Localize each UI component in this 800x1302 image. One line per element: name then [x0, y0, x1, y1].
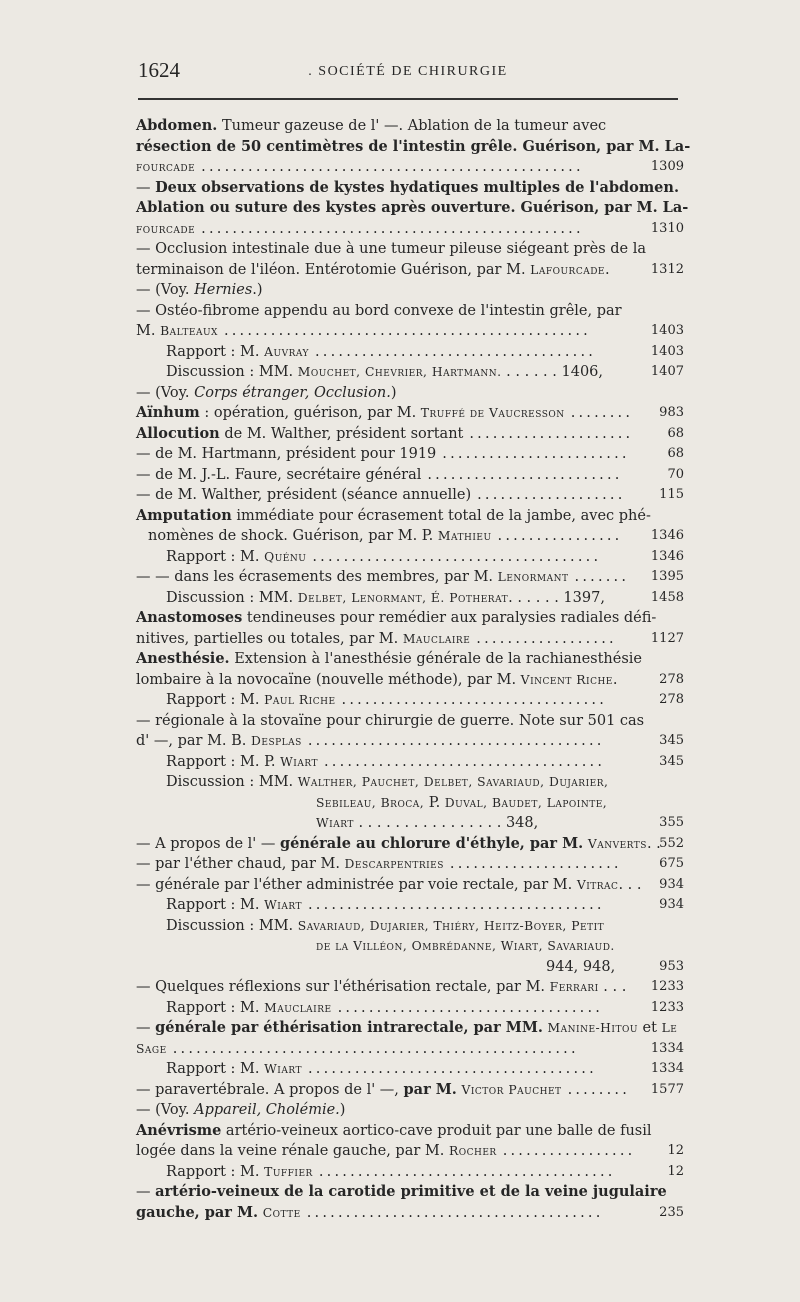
- index-line: [136, 690, 684, 711]
- index-line-text: fourcade: [136, 221, 196, 236]
- index-line: [136, 588, 684, 609]
- page-ref: 1458: [650, 589, 684, 605]
- index-line-text: Rapport : M. Wiart: [166, 897, 302, 913]
- index-line: [136, 403, 684, 424]
- index-line-text: Rapport : M. P. Wiart: [166, 753, 318, 770]
- leader-dots: ......................................: [307, 733, 605, 749]
- index-line-text: — générale par l'éther administrée par voie rectale, par M. Vitrac. . .: [136, 876, 642, 893]
- index-line: [136, 444, 684, 465]
- page-ref: 12: [667, 1163, 684, 1179]
- page-ref: 1309: [650, 159, 684, 174]
- leader-dots: ........: [570, 405, 634, 421]
- index-line: [136, 875, 684, 896]
- index-line-text: Rapport : M. Tuffier: [166, 1163, 313, 1180]
- index-line: [136, 957, 684, 978]
- leader-dots: ........: [567, 1081, 631, 1098]
- index-line-text: Rapport : M. Paul Riche: [166, 692, 336, 708]
- index-line-text: fourcade: [136, 160, 196, 174]
- page-header: [138, 58, 678, 88]
- index-line-text: — A propos de l' — générale au chlorure d'éthyle, par M. Vanverts. .: [136, 834, 661, 852]
- index-line-text: nomènes de shock. Guérison, par M. P. Mathieu: [148, 528, 492, 544]
- leader-dots: .......: [574, 569, 630, 585]
- index-line-text: — régionale à la stovaïne pour chirurgie de guerre. Note sur 501 cas: [136, 712, 645, 729]
- leader-dots: ................: [497, 528, 623, 544]
- index-line-text: Abdomen. Tumeur gazeuse de l' —. Ablation de la tumeur avec: [136, 117, 607, 134]
- leader-dots: .................................................: [201, 220, 584, 237]
- page-ref: 1395: [650, 569, 684, 584]
- page-ref: 675: [659, 856, 684, 871]
- page-ref: 1233: [650, 999, 684, 1015]
- index-line: [136, 813, 684, 834]
- leader-dots: .................: [502, 1143, 636, 1159]
- index-line-text: Rapport : M. Wiart: [166, 1061, 302, 1077]
- index-line-text: lombaire à la novocaïne (nouvelle méthode), par M. Vincent Riche.: [136, 671, 618, 688]
- index-line: [136, 198, 689, 219]
- index-line: [136, 219, 684, 240]
- index-line: [136, 670, 684, 691]
- index-line: [136, 998, 684, 1019]
- running-head: . SOCIÉTÉ DE CHIRURGIE: [308, 64, 508, 79]
- index-line-text: nitives, partielles ou totales, par M. Mauclaire: [136, 630, 471, 647]
- page-ref: 1233: [650, 979, 684, 994]
- index-line-text: — Deux observations de kystes hydatiques multiples de l'abdomen.: [136, 178, 679, 196]
- leader-dots: ....................................: [314, 343, 597, 360]
- leader-dots: ...................: [477, 487, 626, 503]
- page-ref: 934: [659, 876, 684, 892]
- page-ref: 278: [659, 692, 684, 707]
- index-line-text: — Quelques réflexions sur l'éthérisation rectale, par M. Ferrari . . .: [136, 979, 627, 995]
- index-line-text: — de M. J.-L. Faure, secrétaire général: [136, 466, 422, 483]
- page-ref: 1334: [650, 1040, 684, 1056]
- index-line: [136, 977, 684, 998]
- index-line-text: 944, 948,: [546, 958, 616, 975]
- index-line: [136, 1100, 684, 1121]
- index-line: [136, 178, 684, 199]
- leader-dots: ..................................: [341, 692, 608, 708]
- index-line-text: Anastomoses tendineuses pour remédier aux paralysies radiales défi-: [136, 609, 657, 626]
- index-line-text: Anévrisme artério-veineux aortico-cave produit par une balle de fusil: [136, 1121, 652, 1139]
- page-ref: 355: [659, 815, 684, 830]
- page-ref: 1346: [650, 528, 684, 543]
- index-line-text: — (Voy. Hernies.): [136, 282, 263, 298]
- page-ref: 12: [667, 1143, 684, 1158]
- header-rule: [138, 98, 678, 100]
- leader-dots: .................................................: [201, 159, 584, 175]
- index-line-text: Discussion : MM. Delbet, Lenormant, É. Potherat. . . . . . 1397,: [166, 589, 605, 606]
- index-line-text: Aïnhum : opération, guérison, par M. Truffé de Vaucresson: [136, 404, 565, 421]
- index-line: [136, 711, 684, 732]
- index-line-text: gauche, par M. Cotte: [136, 1203, 301, 1221]
- page-ref: 68: [667, 446, 684, 461]
- index-line-text: Sage: [136, 1041, 167, 1056]
- page-ref: 1403: [650, 323, 684, 338]
- leader-dots: ......................................: [318, 1163, 616, 1180]
- index-line-text: d' —, par M. B. Desplas: [136, 733, 302, 749]
- index-line-text: — (Voy. Appareil, Cholémie.): [136, 1102, 346, 1118]
- page-number: 1624: [138, 58, 180, 82]
- index-line: [136, 362, 684, 383]
- index-line-text: Rapport : M. Auvray: [166, 343, 309, 360]
- index-line-text: — Ostéo-fibrome appendu au bord convexe de l'intestin grêle, par: [136, 302, 622, 319]
- index-line: [136, 772, 684, 793]
- index-line: [136, 157, 684, 178]
- index-line: [136, 752, 684, 773]
- index-line: [136, 424, 684, 445]
- index-line-text: — artério-veineux de la carotide primitive et de la veine jugulaire: [136, 1183, 667, 1200]
- leader-dots: .....................................: [307, 1061, 597, 1077]
- index-line: [136, 301, 684, 322]
- index-line: [136, 1182, 684, 1203]
- index-line: [136, 1121, 684, 1142]
- page-ref: 278: [659, 671, 684, 687]
- index-line-text: Rapport : M. Quénu: [166, 548, 307, 565]
- page-ref: 1346: [650, 548, 684, 564]
- index-line: [136, 916, 684, 937]
- index-line: [136, 895, 684, 916]
- index-line-text: Ablation ou suture des kystes après ouverture. Guérison, par M. La-: [136, 199, 689, 216]
- index-line: [136, 342, 684, 363]
- index-line-text: — Occlusion intestinale due à une tumeur pileuse siégeant près de la: [136, 241, 647, 257]
- page-ref: 1407: [650, 364, 684, 379]
- index-line: [136, 608, 684, 629]
- index-line: [136, 321, 684, 342]
- page-ref: 983: [659, 405, 684, 420]
- index-line: [136, 239, 684, 260]
- leader-dots: ..................: [476, 630, 617, 647]
- page-ref: 1312: [650, 261, 684, 277]
- leader-dots: ..................................: [337, 999, 604, 1016]
- index-line: [136, 1080, 684, 1101]
- index-line: [136, 1018, 684, 1039]
- leader-dots: ......................: [449, 856, 622, 872]
- page-ref: 345: [659, 733, 684, 748]
- index-line: [136, 116, 684, 137]
- index-line: [136, 260, 684, 281]
- page-ref: 953: [659, 958, 684, 974]
- index-line: [136, 465, 684, 486]
- index-line: [136, 793, 684, 814]
- leader-dots: ......................................: [306, 1204, 604, 1221]
- index-line: [136, 506, 684, 527]
- page-ref: 115: [659, 487, 684, 502]
- index-line: [136, 1162, 684, 1183]
- page-ref: 1334: [650, 1061, 684, 1076]
- page-ref: 1403: [650, 343, 684, 359]
- index-line: [136, 1059, 684, 1080]
- page-ref: 552: [659, 835, 684, 851]
- index-line: [136, 731, 684, 752]
- index-line-text: — par l'éther chaud, par M. Descarpentries: [136, 856, 444, 872]
- index-line: [136, 629, 684, 650]
- leader-dots: .........................: [427, 466, 623, 483]
- index-line-text: — de M. Hartmann, président pour 1919: [136, 446, 437, 462]
- leader-dots: ........................: [442, 446, 630, 462]
- index-line: [136, 834, 684, 855]
- page-ref: 235: [659, 1204, 684, 1220]
- index-line-text: Discussion : MM. Mouchet, Chevrier, Hartmann. . . . . . . 1406,: [166, 364, 604, 380]
- index-line-text: — de M. Walther, président (séance annuelle): [136, 487, 472, 503]
- index-line-text: M. Balteaux: [136, 323, 218, 339]
- page-ref: 68: [667, 425, 684, 441]
- index-line: [136, 280, 684, 301]
- leader-dots: .....................: [469, 425, 634, 442]
- index-line-text: logée dans la veine rénale gauche, par M. Rocher: [136, 1143, 497, 1159]
- index-line-text: Rapport : M. Mauclaire: [166, 999, 332, 1016]
- index-line: [136, 936, 684, 957]
- index-line: [136, 137, 691, 158]
- index-line: [136, 485, 684, 506]
- index-line-text: Discussion : MM. Walther, Pauchet, Delbet, Savariaud, Dujarier,: [166, 774, 609, 790]
- leader-dots: ......................................: [307, 897, 605, 913]
- index-line-text: — — dans les écrasements des membres, par M. Lenormant: [136, 569, 569, 585]
- leader-dots: .....................................: [312, 548, 602, 565]
- index-line-text: Anesthésie. Extension à l'anesthésie générale de la rachianesthésie: [136, 650, 643, 667]
- index-line: [136, 854, 684, 875]
- page-ref: 934: [659, 897, 684, 912]
- index-line-text: Discussion : MM. Savariaud, Dujarier, Thiéry, Heitz-Boyer, Petit: [166, 917, 605, 934]
- index-line: [136, 1141, 684, 1162]
- index-line-text: — générale par éthérisation intrarectale, par MM. Manine-Hitou et Le: [136, 1019, 678, 1036]
- index-line-text: résection de 50 centimètres de l'intestin grêle. Guérison, par M. La-: [136, 137, 691, 155]
- index-line: [136, 1203, 684, 1224]
- index-line-text: Sebileau, Broca, P. Duval, Baudet, Lapointe,: [316, 794, 608, 811]
- leader-dots: ...............................................: [223, 323, 591, 339]
- index-line: [136, 547, 684, 568]
- index-line-text: Amputation immédiate pour écrasement total de la jambe, avec phé-: [136, 506, 651, 524]
- index-line: [136, 526, 684, 547]
- leader-dots: ....................................................: [172, 1040, 579, 1057]
- page-ref: 345: [659, 753, 684, 769]
- index-line-text: Allocution de M. Walther, président sortant: [136, 424, 464, 442]
- index-line-text: — (Voy. Corps étranger, Occlusion.): [136, 384, 397, 401]
- index-line-text: de la Villéon, Ombrédanne, Wiart, Savariaud.: [316, 939, 615, 953]
- page-ref: 1577: [650, 1081, 684, 1097]
- index-line: [136, 1039, 684, 1060]
- page-ref: 70: [667, 466, 684, 482]
- index-line-text: Wiart . . . . . . . . . . . . . . . . 348,: [316, 815, 539, 831]
- index-body: [136, 116, 691, 1223]
- index-line-text: — paravertébrale. A propos de l' —, par M. Victor Pauchet: [136, 1080, 562, 1098]
- index-line: [136, 383, 684, 404]
- page-ref: 1127: [650, 630, 684, 646]
- page-ref: 1310: [650, 220, 684, 236]
- index-line: [136, 649, 684, 670]
- index-line-text: terminaison de l'iléon. Entérotomie Guérison, par M. Lafourcade.: [136, 261, 610, 278]
- index-line: [136, 567, 684, 588]
- leader-dots: ....................................: [324, 753, 606, 770]
